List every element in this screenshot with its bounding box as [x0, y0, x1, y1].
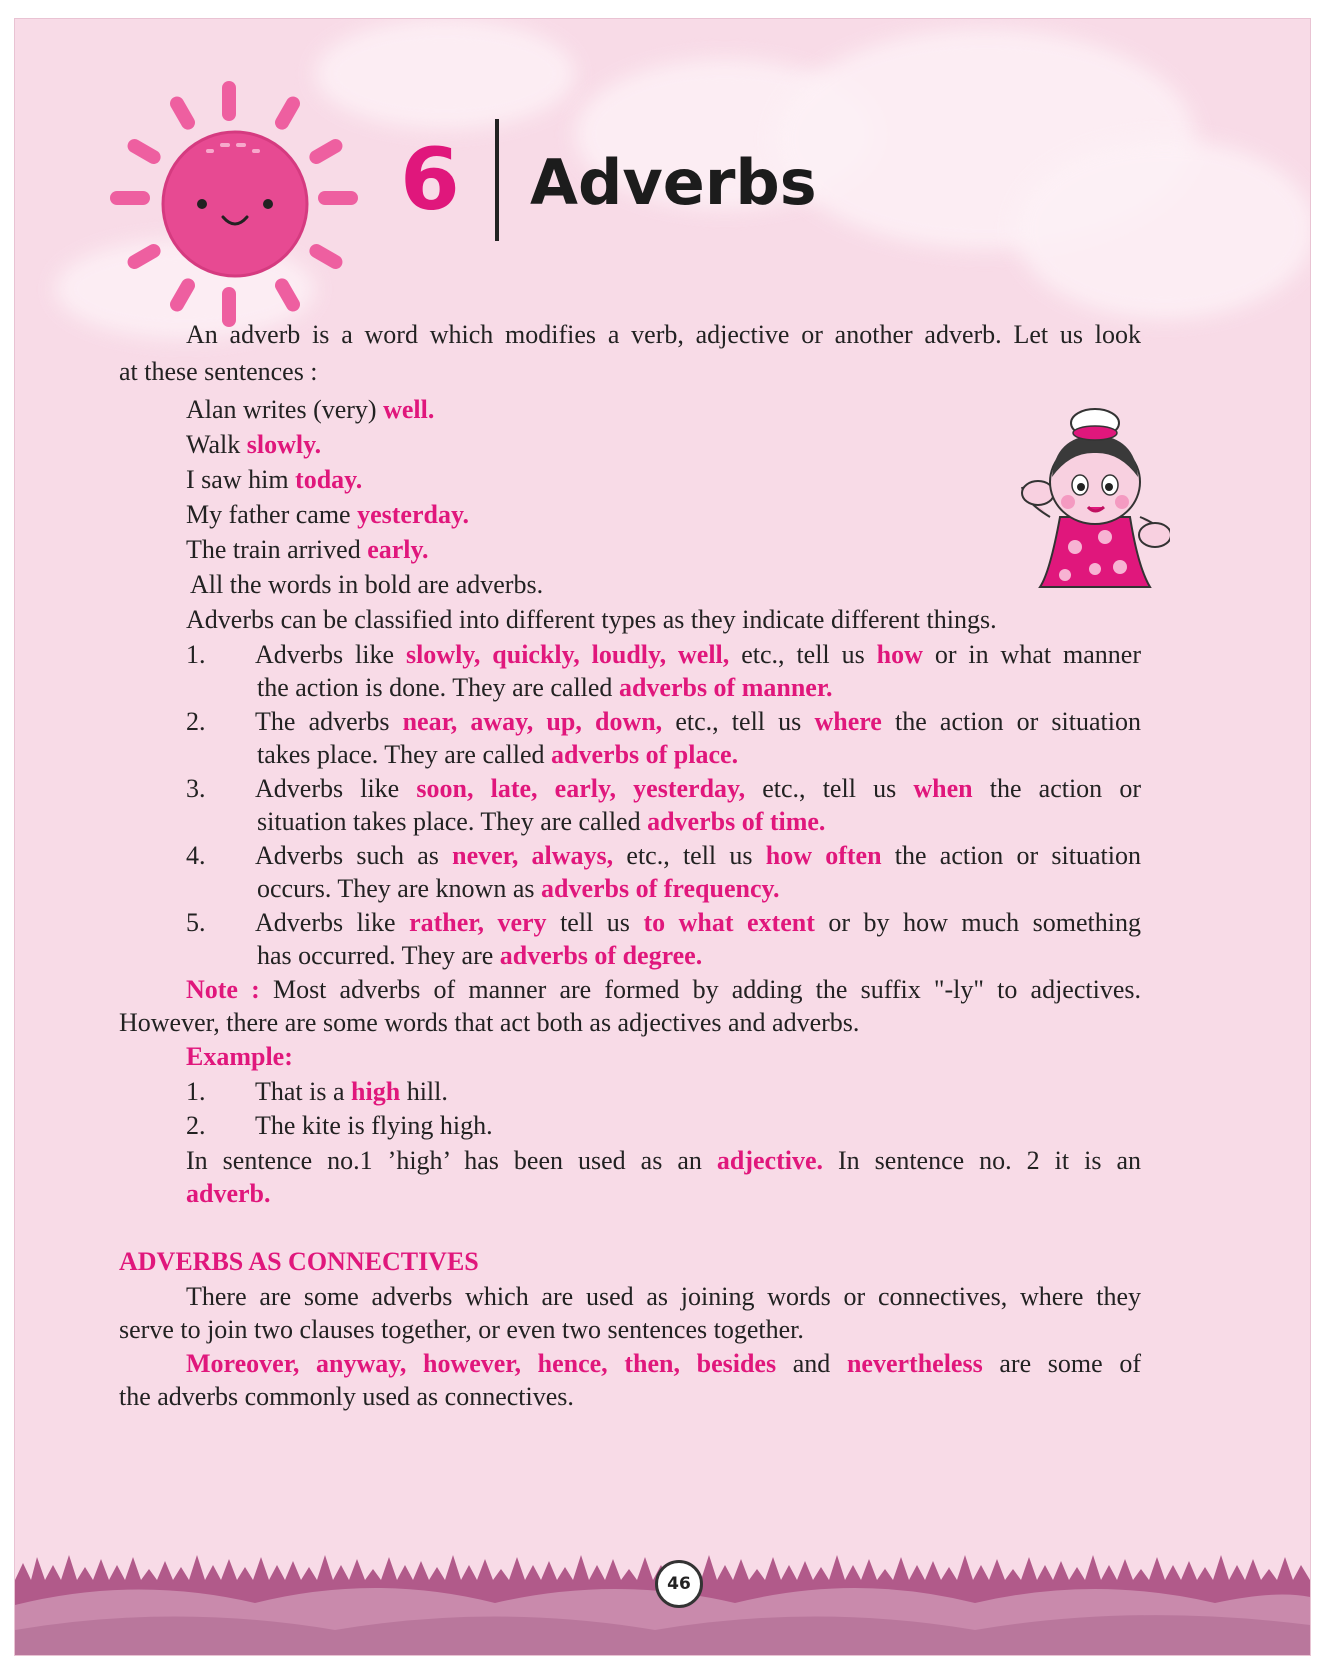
type-line-1: Adverbs like soon, late, early, yesterday, etc., tell us when the action or — [255, 774, 1141, 803]
type-line-2: the action is done. They are called adverbs of manner. — [257, 673, 833, 702]
connectives-line-2: serve to join two clauses together, or even two sentences together. — [119, 1315, 804, 1344]
list-number: 5. — [186, 908, 206, 937]
girl-illustration-icon — [1020, 407, 1170, 597]
type-line-2: occurs. They are known as adverbs of frequency. — [257, 874, 780, 903]
list-number: 3. — [186, 774, 206, 803]
list-number: 2. — [186, 707, 206, 736]
connectives-line-1: There are some adverbs which are used as joining words or connectives, where they — [186, 1282, 1141, 1311]
type-line-2: situation takes place. They are called adverbs of time. — [257, 807, 826, 836]
chapter-title: Adverbs — [530, 146, 817, 219]
example-item: The kite is flying high. — [255, 1111, 493, 1140]
type-line-1: The adverbs near, away, up, down, etc., tell us where the action or situation — [255, 707, 1141, 736]
section-heading: ADVERBS AS CONNECTIVES — [119, 1247, 479, 1276]
example-sentence: Walk slowly. — [186, 430, 322, 459]
example-sentence: Alan writes (very) well. — [186, 395, 435, 424]
classify-intro: Adverbs can be classified into different types as they indicate different things. — [186, 605, 997, 634]
example-sentence: The train arrived early. — [186, 535, 429, 564]
smiling-sun-icon — [110, 79, 360, 329]
connectives-line-4: the adverbs commonly used as connectives. — [119, 1382, 574, 1411]
type-line-1: Adverbs such as never, always, etc., tell us how often the action or situation — [255, 841, 1141, 870]
textbook-page — [14, 18, 1311, 1656]
note-line-2: However, there are some words that act both as adjectives and adverbs. — [119, 1008, 860, 1037]
note-label: Note : — [186, 975, 260, 1004]
list-number: 2. — [186, 1111, 206, 1140]
explain-line-2: adverb. — [186, 1179, 271, 1208]
connectives-line-3: Moreover, anyway, however, hence, then, besides and nevertheless are some of — [186, 1349, 1142, 1378]
explain-line-1: In sentence no.1 ’high’ has been used as an adjective. In sentence no. 2 it is an — [186, 1146, 1141, 1175]
type-line-2: takes place. They are called adverbs of place. — [257, 740, 739, 769]
page-number: 46 — [655, 1560, 703, 1608]
list-number: 1. — [186, 1077, 206, 1106]
type-line-1: Adverbs like rather, very tell us to what extent or by how much something — [255, 908, 1141, 937]
list-number: 1. — [186, 640, 206, 669]
bold-note: All the words in bold are adverbs. — [190, 570, 544, 599]
example-sentence: I saw him today. — [186, 465, 363, 494]
list-number: 4. — [186, 841, 206, 870]
cloud — [1015, 139, 1311, 319]
intro-line-2: at these sentences : — [119, 357, 318, 386]
chapter-number: 6 — [400, 130, 460, 230]
type-line-1: Adverbs like slowly, quickly, loudly, well, etc., tell us how or in what manner — [255, 640, 1141, 669]
title-divider — [495, 119, 499, 241]
example-heading: Example: — [186, 1042, 293, 1071]
type-line-2: has occurred. They are adverbs of degree. — [257, 941, 703, 970]
example-item: That is a high hill. — [255, 1077, 448, 1106]
intro-line-1: An adverb is a word which modifies a verb, adjective or another adverb. Let us look — [186, 320, 1141, 349]
example-sentence: My father came yesterday. — [186, 500, 470, 529]
note-line-1: Note : Most adverbs of manner are formed by adding the suffix "-ly" to adjectives. — [186, 975, 1141, 1004]
